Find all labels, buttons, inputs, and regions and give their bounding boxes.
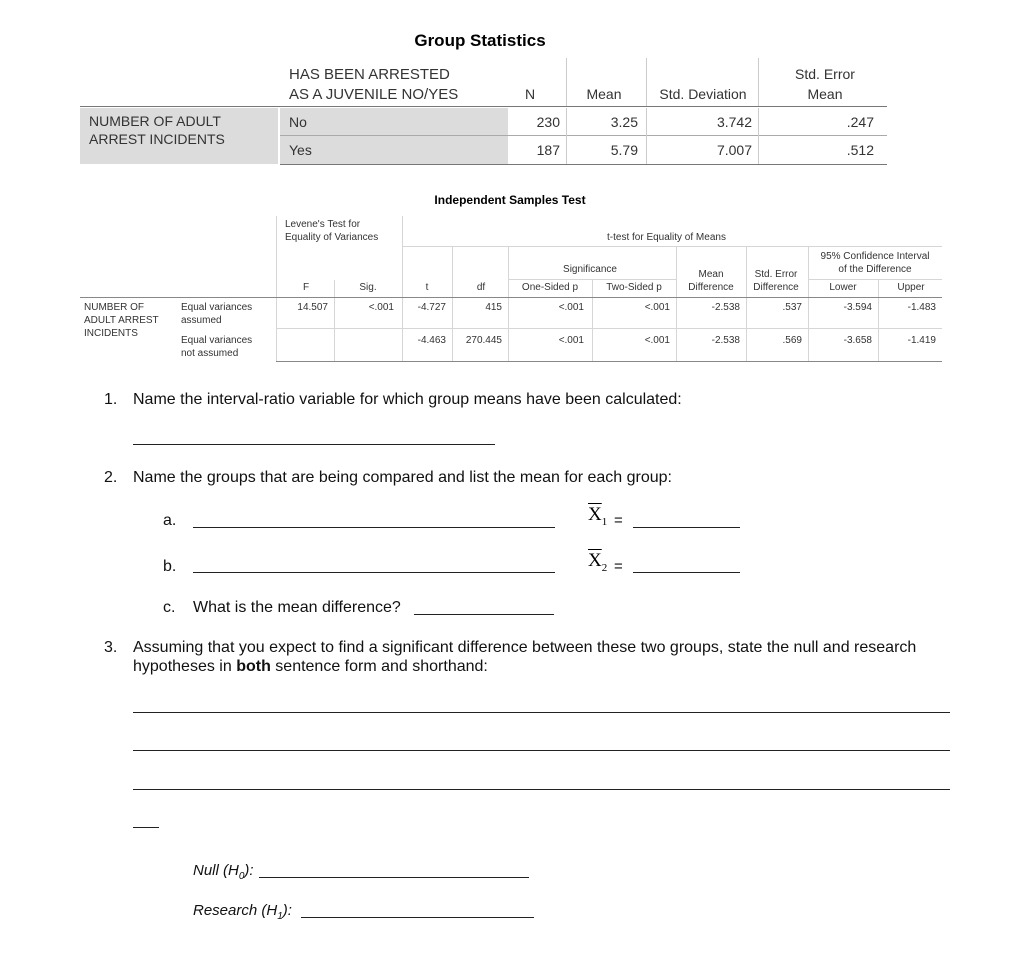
ci-header-line1: 95% Confidence Interval bbox=[820, 251, 930, 262]
question-1-answer-line[interactable] bbox=[133, 444, 495, 445]
grouping-header-line1: HAS BEEN ARRESTED bbox=[289, 66, 450, 83]
col-sem-header-line2: Mean bbox=[807, 86, 843, 102]
research-hypothesis-label: Research $(H_1)$: bbox=[193, 902, 292, 922]
question-2c-label: c. bbox=[163, 599, 176, 616]
levene-header-line1: Levene's Test for bbox=[285, 219, 361, 230]
row-assumed-label-line1: Equal variances bbox=[181, 302, 253, 313]
independent-samples-test-table bbox=[80, 216, 942, 366]
question-3-text-line1: Assuming that you expect to find a significant difference between these two groups, state the null and research bbox=[133, 639, 917, 656]
assumed-one-sided-p: <.001 bbox=[558, 302, 584, 313]
not-assumed-ci-upper: -1.419 bbox=[907, 335, 936, 346]
col-sem-header-line1: Std. Error bbox=[795, 66, 855, 82]
x-bar-2-equals: = bbox=[614, 558, 623, 575]
null-hypothesis-line[interactable] bbox=[259, 877, 529, 878]
levene-header-line2: Equality of Variances bbox=[285, 232, 379, 243]
ist-variable-line1: NUMBER OF bbox=[84, 302, 144, 313]
ci-header-line2: of the Difference bbox=[838, 264, 912, 275]
assumed-df: 415 bbox=[485, 302, 502, 313]
col-sig-header: Sig. bbox=[359, 282, 377, 293]
row-not-assumed-label-line2: not assumed bbox=[181, 348, 239, 359]
variable-label-line1: NUMBER OF ADULT bbox=[89, 113, 221, 129]
mean-diff-header-line1: Mean bbox=[698, 269, 724, 280]
col-std-dev-header: Std. Deviation bbox=[659, 86, 747, 102]
col-two-sided-header: Two-Sided p bbox=[606, 282, 662, 293]
variable-label-line2: ARREST INCIDENTS bbox=[89, 131, 225, 147]
col-n-header: N bbox=[524, 86, 536, 102]
question-3-answer-line-3[interactable] bbox=[133, 789, 950, 790]
question-3-answer-line-1[interactable] bbox=[133, 712, 950, 713]
group-statistics-title: Group Statistics bbox=[414, 31, 546, 50]
assumed-ci-upper: -1.483 bbox=[907, 302, 936, 313]
question-2-text: Name the groups that are being compared and list the mean for each group: bbox=[133, 469, 672, 486]
question-2b-group-line[interactable] bbox=[193, 572, 555, 573]
col-mean-header: Mean bbox=[586, 86, 622, 102]
independent-samples-test-title: Independent Samples Test bbox=[434, 193, 586, 207]
not-assumed-two-sided-p: <.001 bbox=[644, 335, 670, 346]
assumed-se-diff: .537 bbox=[782, 302, 802, 313]
x-bar-1-symbol: $\overline{X}_1$ bbox=[588, 504, 608, 528]
question-2-number: 2. bbox=[104, 469, 118, 486]
row-yes-n: 187 bbox=[536, 142, 560, 158]
question-2c-text: What is the mean difference? bbox=[193, 599, 401, 616]
question-2a-mean-line[interactable] bbox=[633, 527, 740, 528]
question-1-text: Name the interval-ratio variable for which group means have been calculated: bbox=[133, 391, 682, 408]
se-diff-header-line1: Std. Error bbox=[754, 269, 798, 280]
question-3-number: 3. bbox=[104, 639, 118, 656]
question-2a-label: a. bbox=[163, 512, 177, 529]
not-assumed-se-diff: .569 bbox=[782, 335, 802, 346]
not-assumed-ci-lower: -3.658 bbox=[843, 335, 872, 346]
row-no-sem: .247 bbox=[846, 114, 874, 130]
bold-both: both bbox=[236, 658, 271, 675]
se-diff-header-line2: Difference bbox=[753, 282, 799, 293]
assumed-f: 14.507 bbox=[297, 302, 328, 313]
not-assumed-one-sided-p: <.001 bbox=[558, 335, 584, 346]
col-df-header: df bbox=[476, 282, 486, 293]
assumed-ci-lower: -3.594 bbox=[843, 302, 872, 313]
col-f-header: F bbox=[302, 282, 310, 293]
col-lower-header: Lower bbox=[829, 282, 857, 293]
not-assumed-df: 270.445 bbox=[465, 335, 502, 346]
group-no-label: No bbox=[289, 114, 307, 130]
question-1-number: 1. bbox=[104, 391, 118, 408]
question-2b-mean-line[interactable] bbox=[633, 572, 740, 573]
not-assumed-mean-diff: -2.538 bbox=[711, 335, 740, 346]
ttest-header: t-test for Equality of Means bbox=[607, 232, 726, 243]
group-statistics-table bbox=[80, 58, 887, 166]
row-assumed-label-line2: assumed bbox=[181, 315, 222, 326]
row-no-n: 230 bbox=[536, 114, 560, 130]
row-no-mean: 3.25 bbox=[610, 114, 638, 130]
x-bar-2-symbol: $\overline{X}_2$ bbox=[588, 550, 608, 574]
question-2a-group-line[interactable] bbox=[193, 527, 555, 528]
col-one-sided-header: One-Sided p bbox=[521, 282, 579, 293]
ist-variable-line3: INCIDENTS bbox=[84, 328, 138, 339]
row-no-std-dev: 3.742 bbox=[716, 114, 752, 130]
question-3-text-line2: hypotheses in both sentence form and shorthand: bbox=[133, 658, 488, 675]
variable-label-cell bbox=[80, 108, 278, 164]
significance-header: Significance bbox=[563, 264, 617, 275]
row-yes-sem: .512 bbox=[846, 142, 874, 158]
question-3-answer-line-2[interactable] bbox=[133, 750, 950, 751]
not-assumed-t: -4.463 bbox=[417, 335, 446, 346]
question-3-answer-line-4[interactable] bbox=[133, 827, 159, 828]
row-yes-std-dev: 7.007 bbox=[716, 142, 752, 158]
question-2c-answer-line[interactable] bbox=[414, 614, 554, 615]
question-2b-label: b. bbox=[163, 558, 177, 575]
research-hypothesis-line[interactable] bbox=[301, 917, 534, 918]
x-bar-1-equals: = bbox=[614, 512, 623, 529]
row-not-assumed-label-line1: Equal variances bbox=[181, 335, 253, 346]
group-yes-label: Yes bbox=[289, 142, 312, 158]
assumed-two-sided-p: <.001 bbox=[644, 302, 670, 313]
col-upper-header: Upper bbox=[897, 282, 925, 293]
null-hypothesis-label: Null $(H_0)$: bbox=[193, 862, 254, 882]
col-t-header: t bbox=[425, 282, 429, 293]
assumed-t: -4.727 bbox=[417, 302, 446, 313]
ist-variable-line2: ADULT ARREST bbox=[84, 315, 159, 326]
assumed-sig: <.001 bbox=[368, 302, 394, 313]
mean-diff-header-line2: Difference bbox=[688, 282, 734, 293]
grouping-header-line2: AS A JUVENILE NO/YES bbox=[289, 86, 459, 103]
group-label-cell bbox=[280, 108, 508, 164]
assumed-mean-diff: -2.538 bbox=[711, 302, 740, 313]
row-yes-mean: 5.79 bbox=[610, 142, 638, 158]
